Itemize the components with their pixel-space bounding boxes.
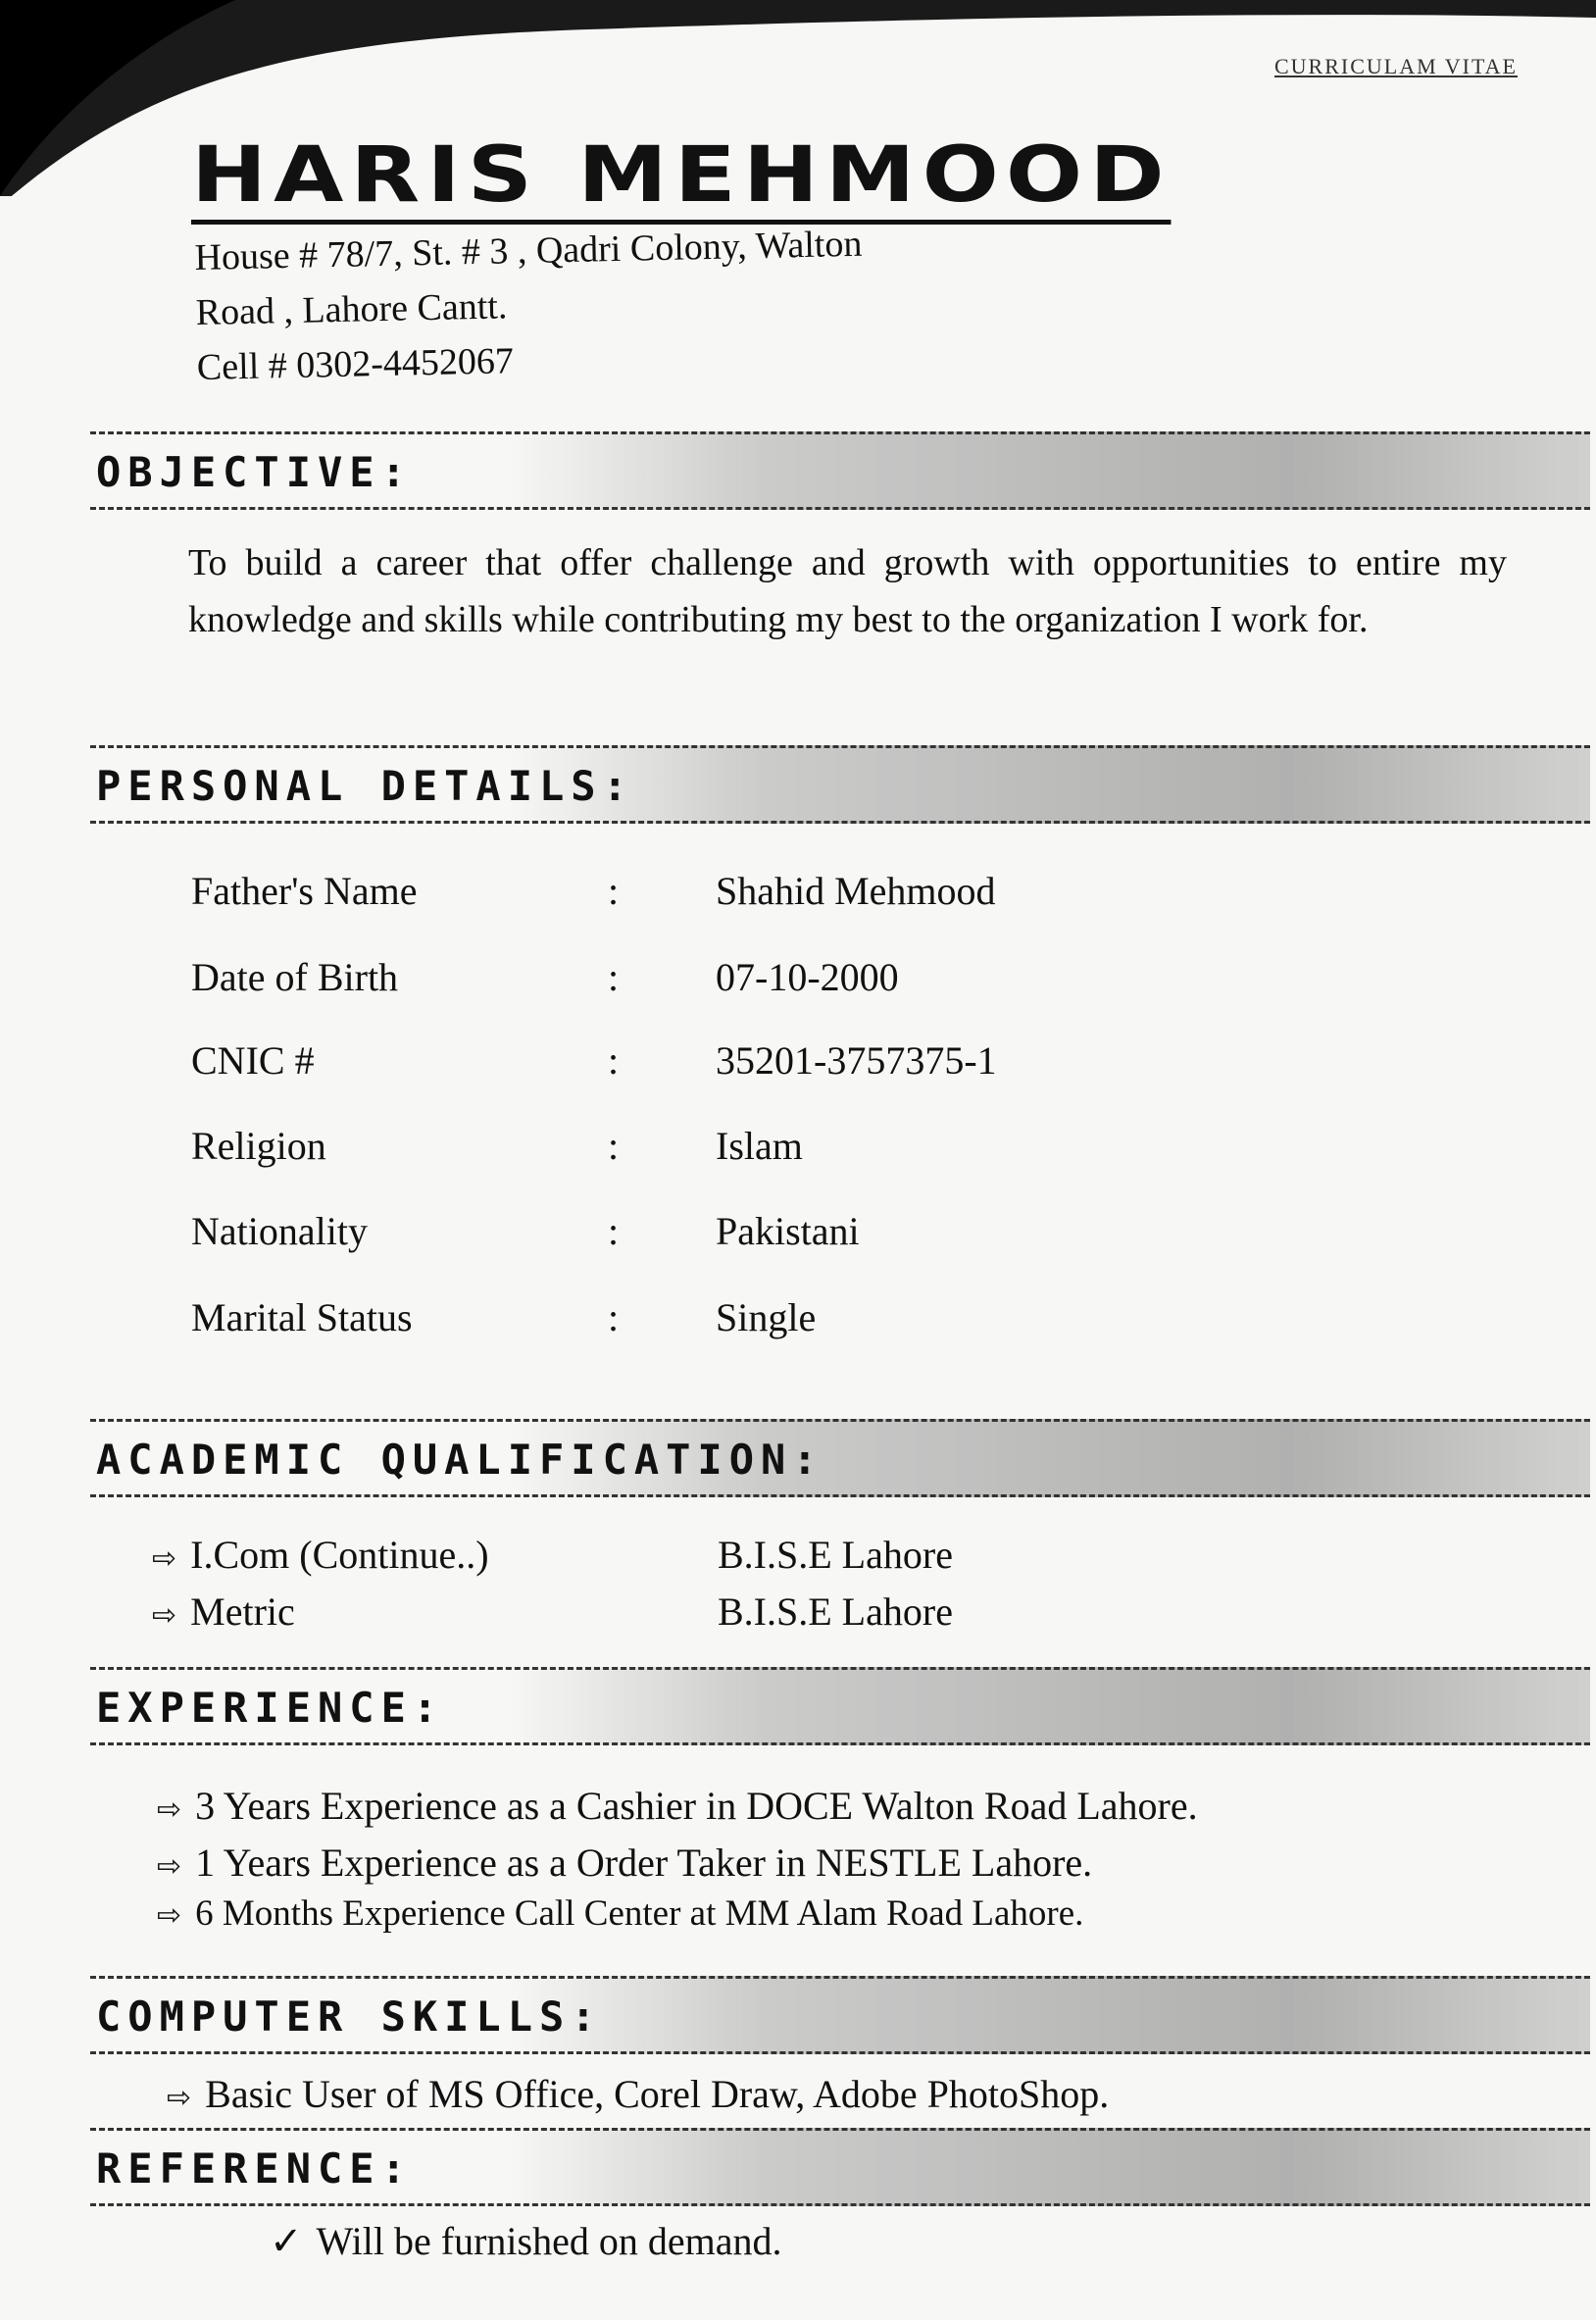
detail-separator: : — [608, 1209, 620, 1253]
personal-heading-bar — [90, 745, 1590, 824]
skills-heading-bar — [90, 1976, 1590, 2054]
address-line-2: Road , Lahore Cantt. — [195, 285, 508, 333]
cell-number: Cell # 0302-4452067 — [196, 340, 515, 388]
skill-text: Basic User of MS Office, Corel Draw, Adobe PhotoShop. — [205, 2072, 1110, 2116]
detail-label: Father's Name — [191, 869, 418, 913]
arrow-right-icon: ⇨ — [157, 1792, 182, 1827]
experience-text: 6 Months Experience Call Center at MM Alam Road Lahore. — [195, 1893, 1084, 1934]
detail-value: 35201-3757375-1 — [716, 1038, 997, 1083]
experience-text: 3 Years Experience as a Cashier in DOCE Walton Road Lahore. — [195, 1784, 1198, 1828]
candidate-name: HARIS MEHMOOD — [191, 137, 1172, 225]
detail-value: Shahid Mehmood — [716, 869, 996, 913]
experience-item — [157, 1783, 1198, 1829]
cv-tag: CURRICULAM VITAE — [1273, 54, 1518, 78]
reference-text: Will be furnished on demand. — [316, 2219, 782, 2263]
detail-value: Islam — [716, 1124, 803, 1168]
detail-separator: : — [608, 1124, 620, 1168]
reference-heading-bar — [90, 2128, 1590, 2206]
qualification-board: B.I.S.E Lahore — [718, 1589, 953, 1634]
detail-separator: : — [608, 869, 620, 913]
objective-heading-bar — [90, 431, 1590, 510]
skill-item — [167, 2071, 1109, 2117]
qualification-degree: Metric — [190, 1589, 295, 1634]
contact-block — [194, 217, 865, 395]
arrow-right-icon: ⇨ — [157, 1849, 182, 1884]
qualification-board: B.I.S.E Lahore — [718, 1533, 953, 1577]
reference-heading: REFERENCE: — [96, 2144, 413, 2193]
personal-heading: PERSONAL DETAILS: — [96, 762, 634, 810]
reference-item — [270, 2218, 781, 2264]
experience-heading: EXPERIENCE: — [96, 1684, 445, 1732]
qualification-item — [152, 1589, 295, 1635]
detail-separator: : — [608, 955, 620, 999]
academic-heading-bar — [90, 1419, 1590, 1497]
arrow-right-icon: ⇨ — [157, 1898, 182, 1933]
experience-item — [157, 1840, 1092, 1886]
experience-item — [157, 1892, 1083, 1935]
detail-label: Marital Status — [191, 1295, 413, 1339]
arrow-right-icon: ⇨ — [167, 2081, 192, 2115]
skills-heading: COMPUTER SKILLS: — [96, 1992, 603, 2041]
address-line-1: House # 78/7, St. # 3 , Qadri Colony, Walton — [194, 223, 863, 278]
objective-text: To build a career that offer challenge and growth with opportunities to entire my knowledge and skills while contributing my best to the organization I work for. — [188, 542, 1507, 640]
arrow-right-icon: ⇨ — [152, 1598, 177, 1633]
detail-value: Pakistani — [716, 1209, 860, 1253]
experience-heading-bar — [90, 1667, 1590, 1745]
detail-label: Religion — [191, 1124, 326, 1168]
arrow-right-icon: ⇨ — [152, 1541, 177, 1576]
experience-text: 1 Years Experience as a Order Taker in NESTLE Lahore. — [195, 1841, 1093, 1885]
objective-heading: OBJECTIVE: — [96, 448, 413, 496]
detail-separator: : — [608, 1295, 620, 1339]
detail-separator: : — [608, 1038, 620, 1083]
detail-value: 07-10-2000 — [716, 955, 899, 999]
qualification-degree: I.Com (Continue..) — [190, 1533, 489, 1577]
academic-heading: ACADEMIC QUALIFICATION: — [96, 1436, 824, 1484]
detail-value: Single — [716, 1295, 817, 1339]
check-icon: ✓ — [270, 2219, 303, 2263]
detail-label: CNIC # — [191, 1038, 315, 1083]
qualification-item — [152, 1532, 489, 1578]
detail-label: Nationality — [191, 1209, 368, 1253]
detail-label: Date of Birth — [191, 955, 399, 999]
